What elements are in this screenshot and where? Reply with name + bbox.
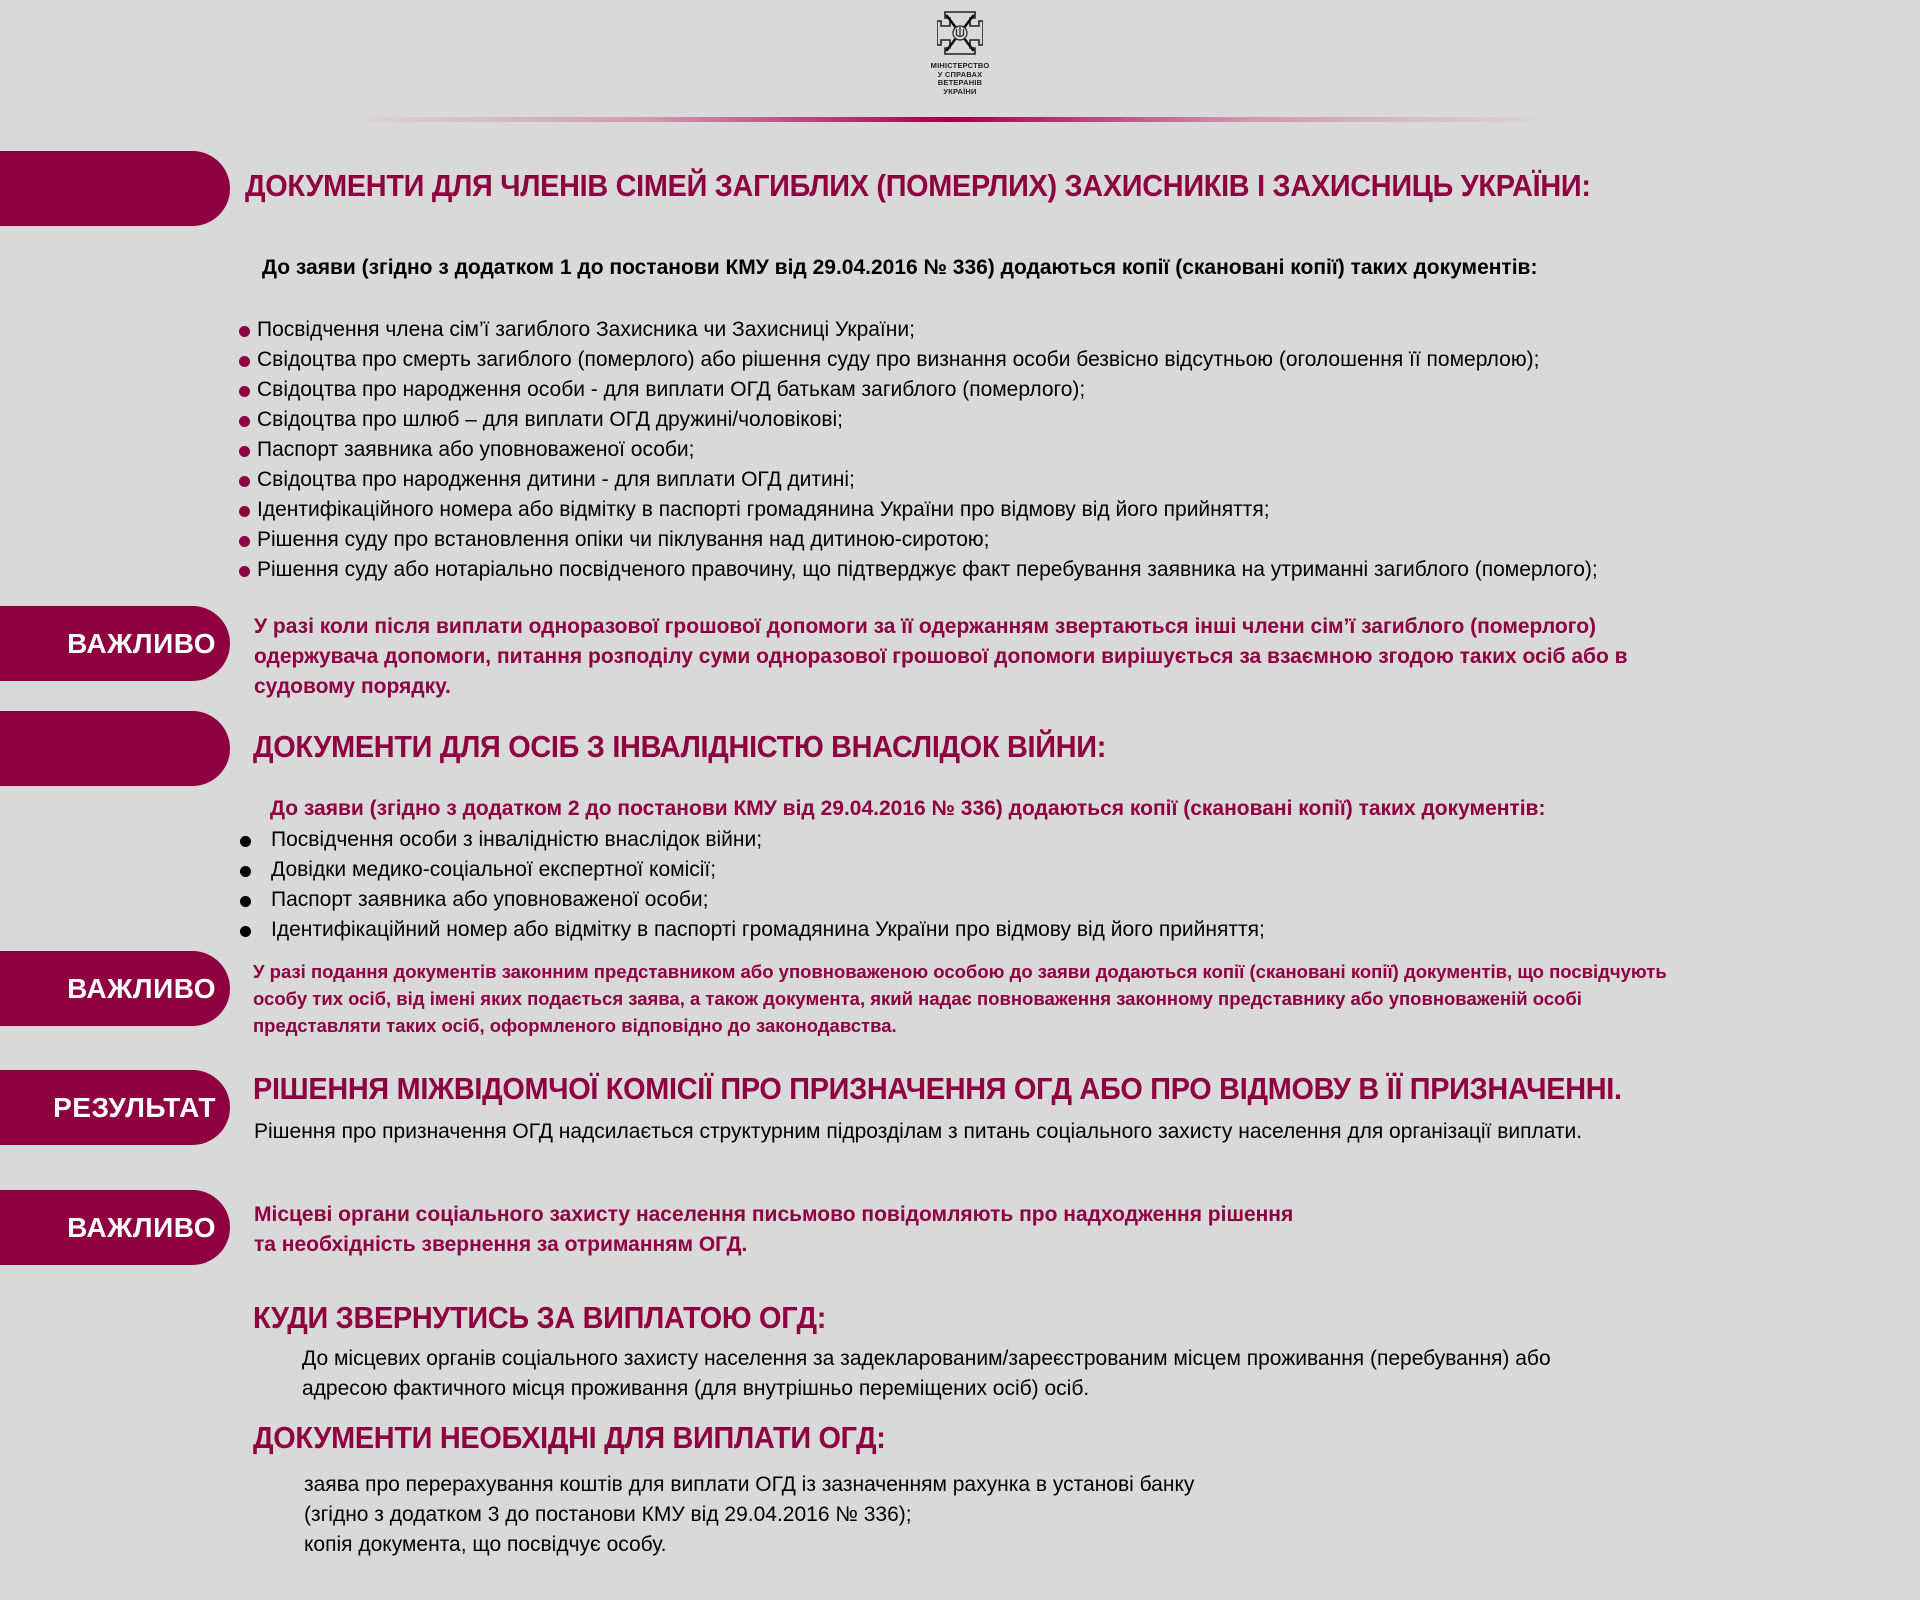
list-item-text: Рішення суду або нотаріально посвідченого правочину, що підтверджує факт перебування заявника на утриманні загиблого (померлого);: [257, 558, 1598, 581]
bullet-icon: [239, 386, 250, 397]
list-item-text: Свідоцтва про смерть загиблого (померлого) або рішення суду про визнання особи безвісно відсутньою (оголошення її померлою);: [257, 348, 1540, 371]
list-item-text: Посвідчення члена сім’ї загиблого Захисника чи Захисниці України;: [257, 318, 915, 341]
text-line: судовому порядку.: [254, 675, 451, 698]
text-line: особу тих осіб, від імені яких подається заява, а також документа, який надає повноваження законному представнику або уповноваженій особі: [253, 988, 1582, 1009]
section1-document-list: [238, 315, 1598, 585]
bullet-icon: [239, 536, 250, 547]
text-line: представляти таких осіб, оформленого відповідно до законодавства.: [253, 1015, 897, 1036]
list-item-text: Свідоцтва про шлюб – для виплати ОГД дружині/чоловікові;: [257, 408, 843, 431]
logo-text-line: ВЕТЕРАНІВ: [937, 78, 983, 87]
list-item: [238, 435, 1598, 465]
bullet-icon: [239, 566, 250, 577]
text-line: та необхідність звернення за отриманням ОГД.: [254, 1233, 748, 1256]
list-item-text: Посвідчення особи з інвалідністю внаслідок війни;: [271, 828, 763, 851]
header-divider: [350, 117, 1550, 122]
list-item-text: Ідентифікаційний номер або відмітку в паспорті громадянина України про відмову від його прийняття;: [271, 918, 1265, 941]
section2-marker: [0, 711, 230, 786]
where-text: [302, 1344, 1551, 1404]
list-item: [238, 825, 1265, 855]
ministry-emblem-icon: [937, 8, 983, 58]
text-line: (згідно з додатком 3 до постанови КМУ від 29.04.2016 № 336);: [304, 1503, 912, 1526]
important-badge: ВАЖЛИВО: [0, 606, 230, 681]
text-line: У разі коли після виплати одноразової грошової допомоги за її одержанням звертаються інші члени сім’ї загиблого (померлого): [254, 615, 1597, 638]
section1-intro: До заяви (згідно з додатком 1 до постанови КМУ від 29.04.2016 № 336) додаються копії (скановані копії) таких документів:: [262, 256, 1538, 279]
section2-title: ДОКУМЕНТИ ДЛЯ ОСІБ З ІНВАЛІДНІСТЮ ВНАСЛІДОК ВІЙНИ:: [253, 729, 1107, 764]
logo-text-line: УКРАЇНИ: [943, 86, 977, 96]
bullet-icon: [240, 836, 251, 847]
important3-text: [254, 1200, 1293, 1260]
list-item: [238, 345, 1598, 375]
list-item: [238, 885, 1265, 915]
bullet-icon: [240, 896, 251, 907]
important-badge: ВАЖЛИВО: [0, 951, 230, 1026]
list-item-text: Довідки медико-соціальної експертної комісії;: [271, 858, 717, 881]
section1-title: ДОКУМЕНТИ ДЛЯ ЧЛЕНІВ СІМЕЙ ЗАГИБЛИХ (ПОМЕРЛИХ) ЗАХИСНИКІВ І ЗАХИСНИЦЬ УКРАЇНИ:: [245, 168, 1591, 203]
text-line: У разі подання документів законним представником або уповноваженою особою до заяви додаються копії (скановані копії) документів, що посвідчують: [253, 961, 1667, 982]
bullet-icon: [240, 866, 251, 877]
logo-text: [905, 62, 1015, 96]
list-item: [238, 465, 1598, 495]
list-item: [238, 405, 1598, 435]
bullet-icon: [239, 506, 250, 517]
text-line: Місцеві органи соціального захисту населення письмово повідомляють про надходження рішення: [254, 1203, 1294, 1226]
list-item-text: Ідентифікаційного номера або відмітку в паспорті громадянина України про відмову від його прийняття;: [257, 498, 1270, 521]
important2-text: [253, 958, 1667, 1039]
list-item: [238, 375, 1598, 405]
list-item: [238, 525, 1598, 555]
where-title: КУДИ ЗВЕРНУТИСЬ ЗА ВИПЛАТОЮ ОГД:: [253, 1300, 827, 1335]
payment-docs-title: ДОКУМЕНТИ НЕОБХІДНІ ДЛЯ ВИПЛАТИ ОГД:: [253, 1420, 886, 1455]
section2-intro: До заяви (згідно з додатком 2 до постанови КМУ від 29.04.2016 № 336) додаються копії (скановані копії) таких документів:: [270, 797, 1546, 820]
list-item-text: Свідоцтва про народження дитини - для виплати ОГД дитині;: [257, 468, 855, 491]
important1-text: [254, 612, 1628, 702]
bullet-icon: [239, 476, 250, 487]
result-text: Рішення про призначення ОГД надсилається структурним підрозділам з питань соціального захисту населення для організації виплати.: [254, 1120, 1583, 1143]
payment-docs-text: [304, 1470, 1194, 1560]
list-item: [238, 855, 1265, 885]
list-item: [238, 315, 1598, 345]
list-item-text: Паспорт заявника або уповноваженої особи;: [257, 438, 695, 461]
list-item-text: Рішення суду про встановлення опіки чи піклування над дитиною-сиротою;: [257, 528, 990, 551]
list-item: [238, 495, 1598, 525]
result-badge: РЕЗУЛЬТАТ: [0, 1070, 230, 1145]
logo-text-line: МІНІСТЕРСТВО: [930, 61, 990, 70]
important-badge: ВАЖЛИВО: [0, 1190, 230, 1265]
text-line: копія документа, що посвідчує особу.: [304, 1533, 667, 1556]
text-line: заява про перерахування коштів для виплати ОГД із зазначенням рахунка в установі банку: [304, 1473, 1195, 1496]
section2-document-list: [238, 825, 1265, 945]
section1-marker: [0, 151, 230, 226]
list-item-text: Паспорт заявника або уповноваженої особи;: [271, 888, 709, 911]
list-item: [238, 555, 1598, 585]
bullet-icon: [239, 446, 250, 457]
list-item: [238, 915, 1265, 945]
bullet-icon: [239, 326, 250, 337]
list-item-text: Свідоцтва про народження особи - для виплати ОГД батькам загиблого (померлого);: [257, 378, 1086, 401]
text-line: адресою фактичного місця проживання (для внутрішньо переміщених осіб) осіб.: [302, 1377, 1090, 1400]
bullet-icon: [240, 926, 251, 937]
bullet-icon: [239, 416, 250, 427]
ministry-logo: [905, 8, 1015, 96]
bullet-icon: [239, 356, 250, 367]
result-title: РІШЕННЯ МІЖВІДОМЧОЇ КОМІСІЇ ПРО ПРИЗНАЧЕННЯ ОГД АБО ПРО ВІДМОВУ В ЇЇ ПРИЗНАЧЕННІ.: [253, 1071, 1622, 1106]
text-line: одержувача допомоги, питання розподілу суми одноразової грошової допомоги вирішується за взаємною згодою таких осіб або в: [254, 645, 1628, 668]
text-line: До місцевих органів соціального захисту населення за задекларованим/зареєстрованим місцем проживання (перебування) або: [302, 1347, 1551, 1370]
logo-text-line: У СПРАВАХ: [937, 69, 983, 79]
